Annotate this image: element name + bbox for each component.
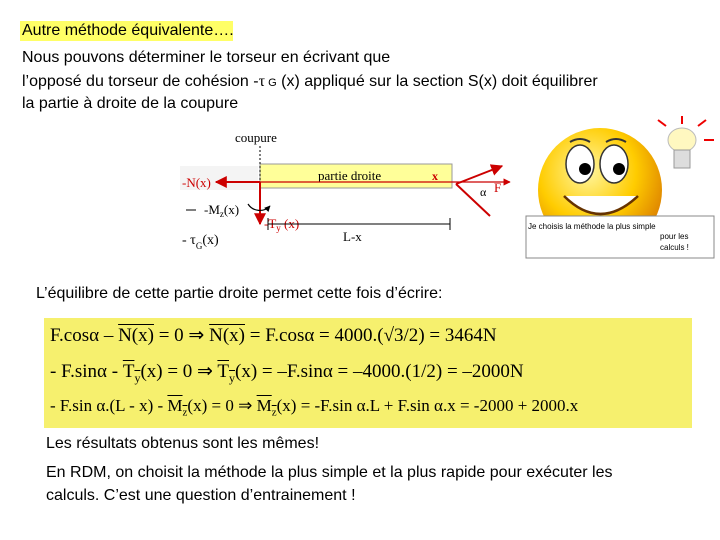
partie-droite-label: partie droite xyxy=(318,168,382,183)
conclusion-line-2: En RDM, on choisit la méthode la plus simple et la plus rapide pour exécuter les xyxy=(46,464,613,481)
intro-line-1: Nous pouvons déterminer le torseur en écrivant que xyxy=(22,49,391,66)
bending-moment-label: $-M_z(x)$ xyxy=(204,202,240,219)
shear-force-label: $-T_y$ (x) xyxy=(264,216,300,233)
torseur-label: - $\tau_G(x)$ xyxy=(182,233,219,251)
equation-1: F.cosα – N(x) = 0 ⇒ N(x) = F.cosα = 4000.(√3/2) = 3464N xyxy=(50,325,497,346)
lightbulb-icon xyxy=(658,116,714,168)
statement-line: L’équilibre de cette partie droite permet cette fois d’écrire: xyxy=(36,285,443,302)
conclusion-line-3: calculs. C’est une question d’entrainement ! xyxy=(46,487,356,504)
equation-3: - F.sin $\alpha.(L - x) - M_z(x) = 0$ ⇒ $M_z(x) = -F.\sin$ α.L + F.sin α.x = -2000 + 2000.x xyxy=(50,396,579,419)
right-pupil xyxy=(613,163,625,175)
intro-line-3: la partie à droite de la coupure xyxy=(22,95,239,112)
sign-text-line3: calculs ! xyxy=(660,243,689,252)
smiley-illustration xyxy=(522,112,720,280)
length-label: L-x xyxy=(343,229,362,244)
normal-force-label: -N(x) xyxy=(182,175,211,190)
slide-title: Autre méthode équivalente…. xyxy=(22,22,234,39)
left-pupil xyxy=(579,163,591,175)
conclusion-line-1: Les résultats obtenus sont les mêmes! xyxy=(46,435,320,452)
alpha-label: α xyxy=(480,185,487,199)
intro-line-2: l’opposé du torseur de cohésion -τ G (x) appliqué sur la section S(x) doit équilibrer xyxy=(22,73,598,90)
sign-text-line2: pour les xyxy=(660,232,689,241)
x-axis-label: x xyxy=(432,169,438,183)
force-F-label: F xyxy=(494,180,502,195)
right-eye xyxy=(600,145,628,183)
equation-2: - $F.\sin\alpha - T_y(x) = 0$ ⇒ $T_y(x) = -F.\sin\alpha = -4000.(1/2) = -2000N$ xyxy=(50,361,524,385)
left-eye xyxy=(566,145,594,183)
beam-diagram xyxy=(178,124,523,269)
coupure-label: coupure xyxy=(235,130,277,145)
equations-box xyxy=(44,318,692,428)
sign-text-line1: Je choisis la méthode la plus simple xyxy=(528,222,656,231)
